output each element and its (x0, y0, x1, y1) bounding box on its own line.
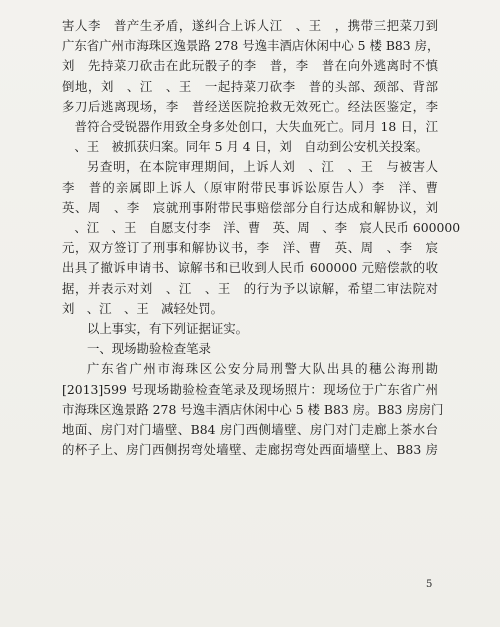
text-line: 、江 、王 自愿支付李 洋、曹 英、周 、李 宸人民币 600000 (62, 220, 461, 236)
paragraph-inspection (62, 359, 444, 460)
text-line: 出具了撤诉申请书、谅解书和已收到人民币 600000 元赔偿款的收 (62, 260, 438, 276)
text-line: 英、周 、李 宸就刑事附带民事赔偿部分自行达成和解协议，刘 (62, 199, 438, 215)
paragraph-settlement (62, 157, 461, 319)
text-line: 普符合受锐器作用致全身多处创口，大失血死亡。同月 18 日，江 (62, 119, 438, 135)
page-number: 5 (426, 579, 433, 590)
text-line: 以上事实，有下列证据证实。 (87, 321, 249, 337)
text-line: 害人李 普产生矛盾，遂纠合上诉人江 、王 ，携带三把菜刀到 (62, 18, 438, 33)
text-line: 另查明，在本院审理期间，上诉人刘 、江 、王 与被害人 (87, 159, 438, 175)
text-line: [2013]599 号现场勘验检查笔录及现场照片：现场位于广东省广州 (62, 381, 438, 397)
text-line: 据，并表示对刘 、江 、王 的行为予以谅解，希望二审法院对 (62, 280, 438, 296)
paragraph-incident (62, 16, 438, 157)
text-line: 多刀后逃离现场，李 普经送医院抢救无效死亡。经法医鉴定，李 (62, 98, 438, 114)
text-line: 、王 被抓获归案。同年 5 月 4 日，刘 自动到公安机关投案。 (62, 139, 429, 155)
text-line: 倒地，刘 、江 、王 一起持菜刀砍李 普的头部、颈部、背部 (62, 78, 438, 94)
text-line: 地面、房门对门墙壁、B84 房门西侧墙壁、房门对门走廊上茶水台 (62, 422, 438, 438)
document-body (62, 16, 461, 460)
text-line: 广东省广州市海珠区公安分局刑警大队出具的穗公海刑勘 (87, 361, 438, 377)
text-line: 市海珠区逸景路 278 号逸丰酒店休闲中心 5 楼 B83 房。B83 房房门 (62, 401, 444, 417)
text-line: 刘 先持菜刀砍击在此玩骰子的李 普，李 普在向外逃离时不慎 (62, 58, 438, 74)
text-line: 李 普的亲属即上诉人（原审附带民事诉讼原告人）李 洋、曹 (62, 179, 438, 195)
text-line: 的杯子上、房门西侧拐弯处墙壁、走廊拐弯处西面墙壁上、B83 房 (62, 442, 438, 458)
text-line: 刘 、江 、王 减轻处罚。 (62, 300, 224, 316)
text-line: 广东省广州市海珠区逸景路 278 号逸丰酒店休闲中心 5 楼 B83 房， (62, 38, 440, 54)
text-line: 元，双方签订了刑事和解协议书，李 洋、曹 英、周 、李 宸 (62, 240, 438, 256)
paragraph-evidence-intro (62, 319, 438, 339)
section-heading (62, 339, 438, 359)
section-heading-text: 一、现场勘验检查笔录 (87, 341, 211, 357)
